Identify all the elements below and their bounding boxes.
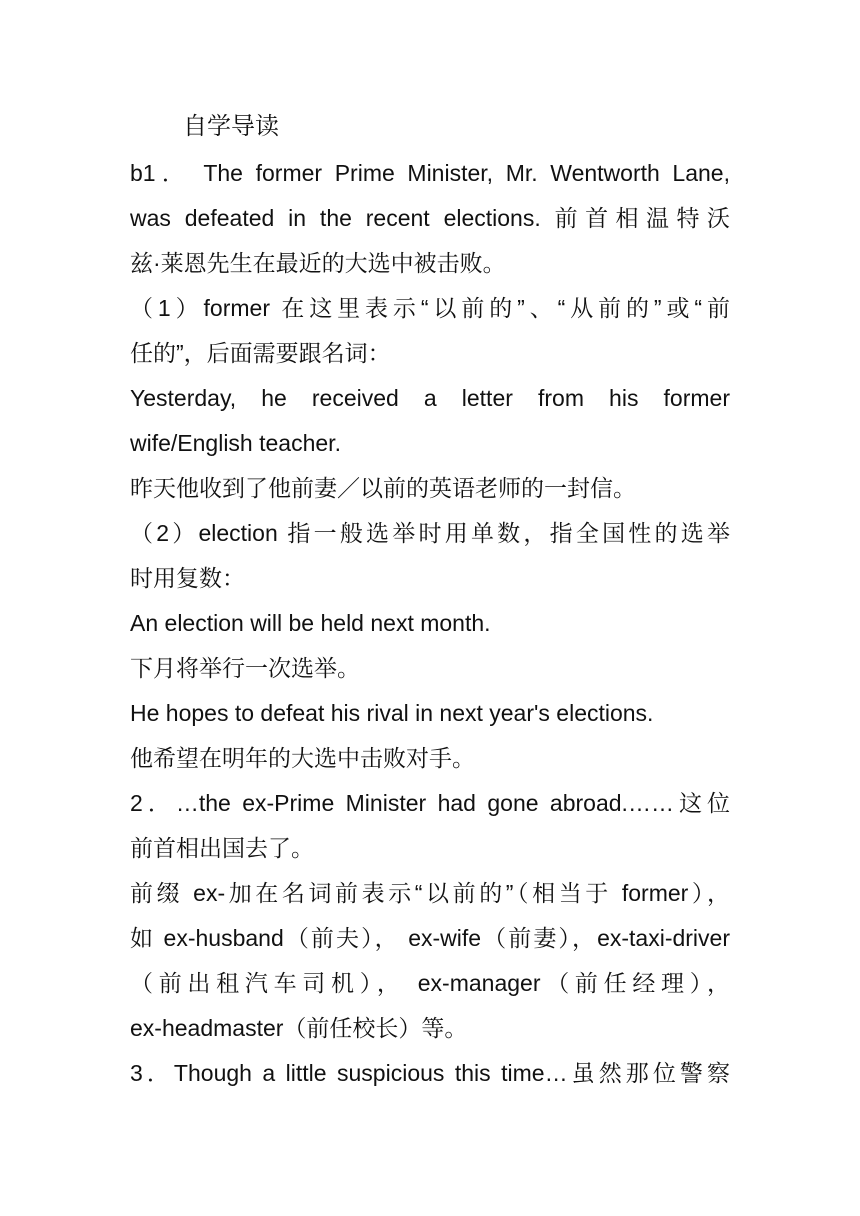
text-line: 任的”，后面需要跟名词： — [130, 340, 391, 366]
text-line: （2）election 指一般选举时用单数，指全国性的选举 — [130, 520, 730, 546]
text-line: （1）former 在这里表示“以前的”、“从前的”或“前 — [130, 295, 730, 321]
text-line: An election will be held next month. — [130, 610, 491, 636]
text-line: 前缀 ex-加在名词前表示“以前的”（相当于 former）， — [130, 880, 730, 906]
text-line: 时用复数： — [130, 565, 245, 591]
text-line: 如 ex-husband（前夫）， ex-wife（前妻），ex-taxi-driver — [130, 925, 730, 951]
text-line: was defeated in the recent elections. 前首相温特沃 — [130, 205, 730, 231]
text-line: 昨天他收到了他前妻／以前的英语老师的一封信。 — [130, 475, 636, 501]
text-line: He hopes to defeat his rival in next year's elections. — [130, 700, 654, 726]
text-line: ex-headmaster（前任校长）等。 — [130, 1015, 468, 1041]
text-line: Yesterday, he received a letter from his former — [130, 385, 730, 411]
text-line: 兹·莱恩先生在最近的大选中被击败。 — [130, 250, 506, 276]
text-line: 他希望在明年的大选中击败对手。 — [130, 745, 475, 771]
text-line: 3．Though a little suspicious this time…虽然那位警察 — [130, 1060, 730, 1086]
text-line: （前出租汽车司机）， ex-manager（前任经理）， — [130, 970, 730, 996]
text-line: 下月将举行一次选举。 — [130, 655, 360, 681]
text-line: b1． The former Prime Minister, Mr. Wentworth Lane, — [130, 160, 730, 186]
text-line: 前首相出国去了。 — [130, 835, 314, 861]
text-line: 2．…the ex-Prime Minister had gone abroad.……这位 — [130, 790, 730, 816]
text-line: wife/English teacher. — [130, 430, 341, 456]
section-heading: 自学导读 — [183, 113, 279, 140]
